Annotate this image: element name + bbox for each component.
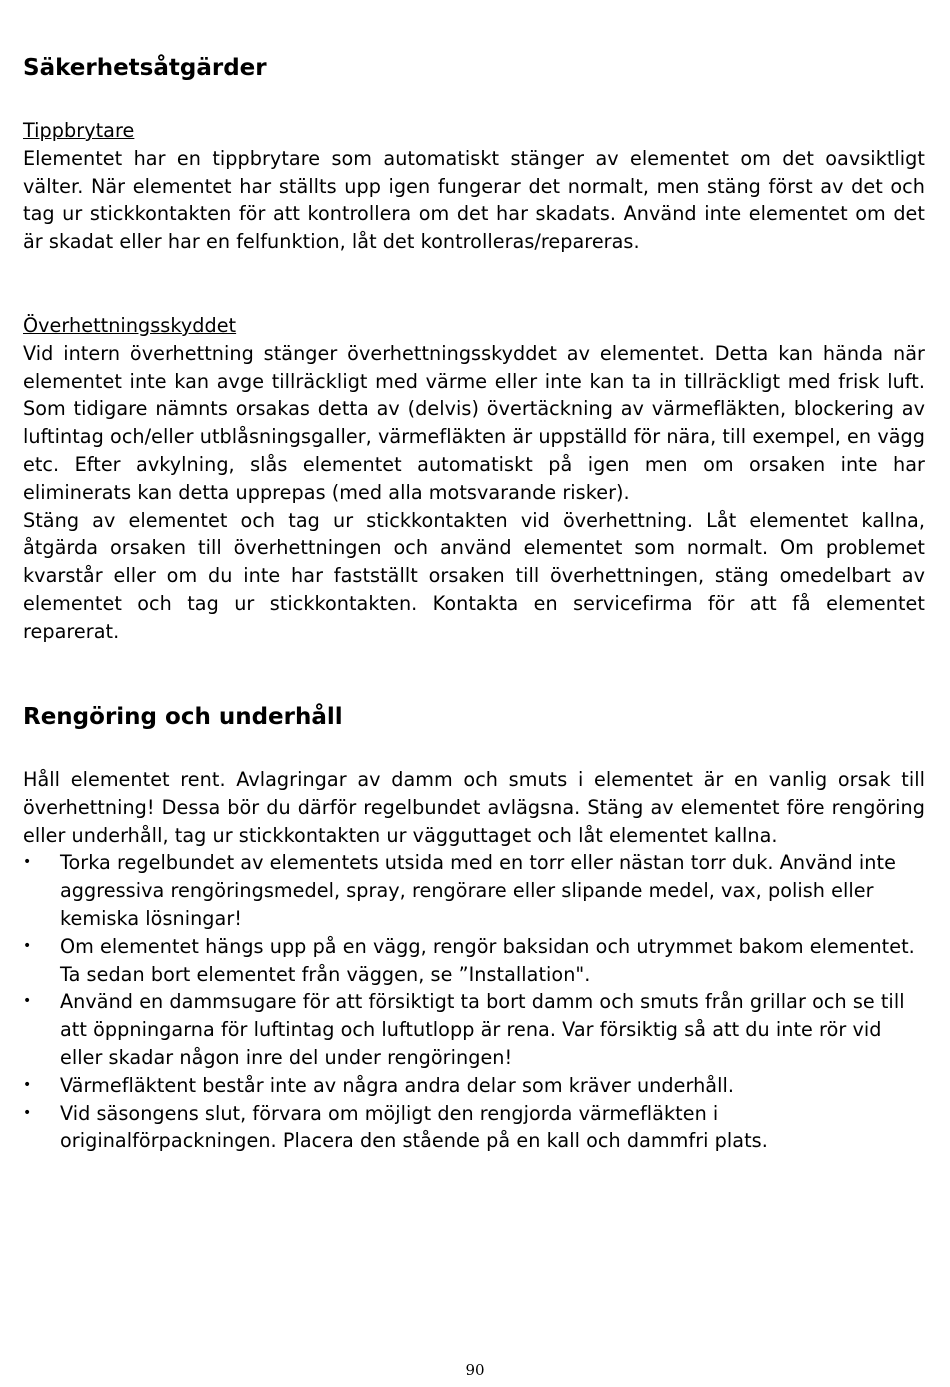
tip-switch-section (23, 117, 925, 256)
bullet-icon: • (23, 1104, 32, 1121)
list-item (23, 988, 925, 1071)
bullet-icon: • (23, 993, 32, 1010)
tip-switch-text: Elementet har en tippbrytare som automatiskt stänger av elementet om det oavsiktligt välter. När elementet har ställts upp igen fungerar det normalt, men stäng först av det och tag ur stickkontakten för att kontrollera om det har skadats. Använd inte elementet om det är skadat eller har en felfunktion, låt det kontrolleras/repareras. (23, 146, 925, 254)
cleaning-bullet-list (23, 849, 925, 1155)
list-item (23, 849, 925, 932)
overheat-heading: Överhettningsskyddet (23, 314, 237, 337)
list-item-text: Torka regelbundet av elementets utsida med en torr eller nästan torr duk. Använd inte aggressiva rengöringsmedel, spray, rengörare eller slipande medel, vax, polish eller kemiska lösningar! (60, 851, 896, 930)
overheat-text-1: Vid intern överhettning stänger överhettningsskyddet av elementet. Detta kan hända när elementet inte kan avge tillräckligt med värme eller inte kan ta in tillräckligt med frisk luft. Som tidigare nämnts orsakas detta av (delvis) övertäckning av värmefläkten, blockering av luftintag och/eller utblåsningsgaller, värmefläkten är uppställd för nära, till exempel, en vägg etc. Efter avkylning, slås elementet automatiskt på igen men om orsaken inte har eliminerats kan detta upprepas (med alla motsvarande risker). (23, 341, 925, 504)
list-item-text: Använd en dammsugare för att försiktigt ta bort damm och smuts från grillar och se till att öppningarna för luftintag och luftutlopp är rena. Var försiktig så att du inte rör vid eller skadar någon inre del under rengöringen! (60, 990, 905, 1069)
section-title-cleaning: Rengöring och underhåll (23, 704, 343, 730)
page-number: 90 (465, 1361, 485, 1379)
overheat-section (23, 312, 925, 646)
cleaning-section (23, 766, 925, 1155)
section-title-safety: Säkerhetsåtgärder (23, 55, 267, 81)
list-item (23, 933, 925, 989)
bullet-icon: • (23, 854, 32, 871)
overheat-text-2: Stäng av elementet och tag ur stickkontakten vid överhettning. Låt elementet kallna, åtgärda orsaken till överhettningen och använd elementet som normalt. Om problemet kvarstår eller om du inte har fastställt orsaken till överhettningen, stäng omedelbart av elementet och tag ur stickkontakten. Kontakta en servicefirma för att få elementet reparerat. (23, 508, 925, 643)
list-item (23, 1100, 925, 1156)
list-item-text: Värmefläktent består inte av några andra delar som kräver underhåll. (60, 1073, 735, 1097)
list-item (23, 1072, 925, 1100)
bullet-icon: • (23, 937, 32, 954)
list-item-text: Om elementet hängs upp på en vägg, rengör baksidan och utrymmet bakom elementet. Ta sedan bort elementet från väggen, se ”Installation". (60, 934, 915, 986)
cleaning-intro: Håll elementet rent. Avlagringar av damm och smuts i elementet är en vanlig orsak till överhettning! Dessa bör du därför regelbundet avlägsna. Stäng av elementet före rengöring eller underhåll, tag ur stickkontakten ur vägguttaget och låt elementet kallna. (23, 768, 925, 847)
bullet-icon: • (23, 1076, 32, 1093)
list-item-text: Vid säsongens slut, förvara om möjligt den rengjorda värmefläkten i originalförpackningen. Placera den stående på en kall och dammfri plats. (60, 1101, 768, 1153)
tip-switch-heading: Tippbrytare (23, 119, 135, 142)
